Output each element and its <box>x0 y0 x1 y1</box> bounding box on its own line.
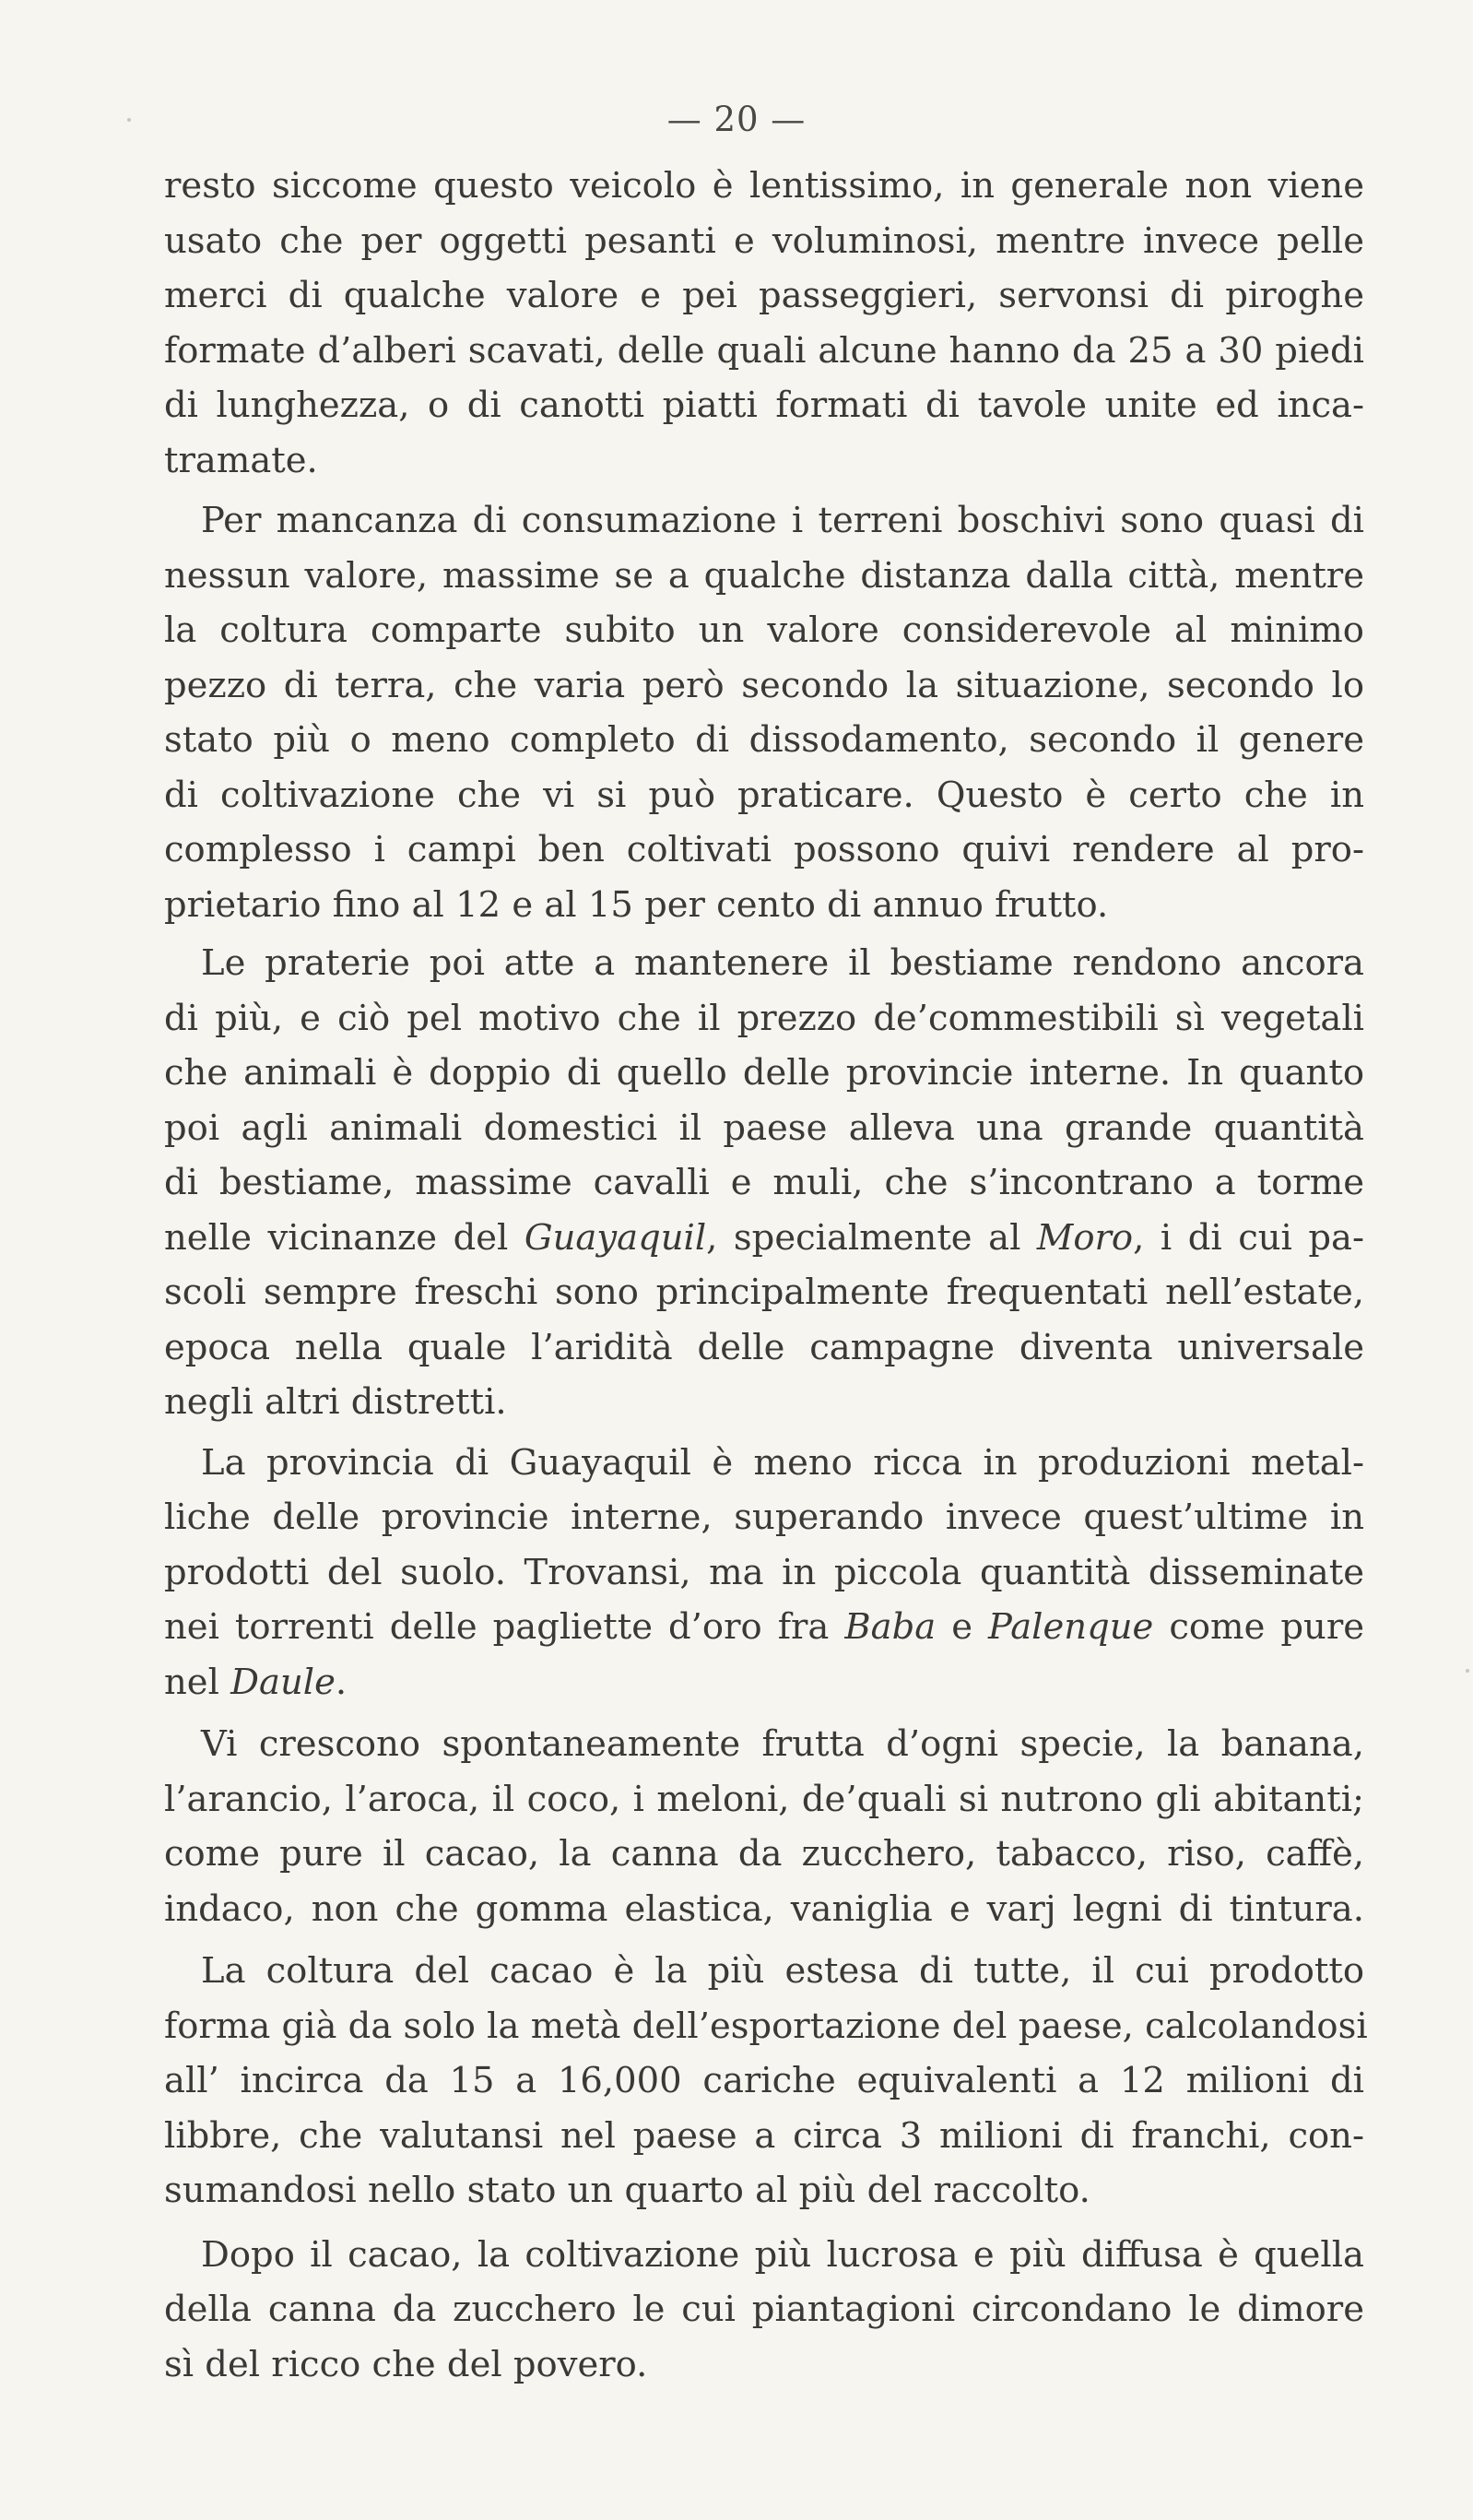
text-line: stato più o meno completo di dissodamento, secondo il genere <box>164 719 1364 761</box>
place-name-italic: Palenque <box>988 1606 1154 1648</box>
text-line: la coltura comparte subito un valore considerevole al minimo <box>164 609 1364 651</box>
text-line: complesso i campi ben coltivati possono quivi rendere al pro- <box>164 829 1364 870</box>
text-line-with-italics <box>164 1211 1364 1266</box>
text-line: tramate. <box>164 439 318 481</box>
text-line-with-italics <box>164 1600 1364 1655</box>
text-line: forma già da solo la metà dell’esportazione del paese, calcolandosi <box>164 2005 1368 2047</box>
text-line: La provincia di Guayaquil è meno ricca in produzioni metal- <box>201 1441 1364 1484</box>
text-line-with-italics <box>164 1655 1364 1710</box>
text-line: di lunghezza, o di canotti piatti formati di tavole unite ed inca- <box>164 385 1364 426</box>
text-run: nelle vicinanze del <box>164 1216 524 1259</box>
text-line: sì del ricco che del povero. <box>164 2343 648 2385</box>
text-run: e <box>936 1606 989 1648</box>
text-line: pezzo di terra, che varia però secondo la situazione, secondo lo <box>164 664 1364 706</box>
text-line: di bestiame, massime cavalli e muli, che s’incontrano a torme <box>164 1162 1364 1203</box>
text-line: come pure il cacao, la canna da zucchero, tabacco, riso, caffè, <box>164 1833 1364 1875</box>
text-line: prodotti del suolo. Trovansi, ma in piccola quantità disseminate <box>164 1551 1364 1593</box>
text-line: epoca nella quale l’aridità delle campagne diventa universale <box>164 1326 1364 1368</box>
page-number: — 20 — <box>666 100 807 139</box>
text-line: all’ incirca da 15 a 16,000 cariche equivalenti a 12 milioni di <box>164 2060 1364 2101</box>
place-name-italic: Baba <box>844 1606 937 1648</box>
text-run: , specialmente al <box>706 1216 1037 1259</box>
text-line: liche delle provincie interne, superando invece quest’ultime in <box>164 1497 1364 1538</box>
paper-speck <box>1466 1669 1469 1673</box>
text-line: merci di qualche valore e pei passeggieri, servonsi di piroghe <box>164 275 1364 316</box>
paragraph-4 <box>164 1436 1364 1710</box>
text-line: scoli sempre freschi sono principalmente frequentati nell’estate, <box>164 1272 1364 1313</box>
paragraph-7 <box>164 2228 1364 2393</box>
text-line: l’arancio, l’aroca, il coco, i meloni, de’quali si nutrono gli abitanti; <box>164 1778 1364 1820</box>
text-line: prietario fino al 12 e al 15 per cento di annuo frutto. <box>164 883 1109 926</box>
text-line: di più, e ciò pel motivo che il prezzo de’commestibili sì vegetali <box>164 997 1364 1039</box>
text-line: sumandosi nello stato un quarto al più del raccolto. <box>164 2170 1090 2211</box>
text-line: Dopo il cacao, la coltivazione più lucrosa e più diffusa è quella <box>201 2233 1364 2276</box>
text-line: formate d’alberi scavati, delle quali alcune hanno da 25 a 30 piedi <box>164 329 1364 372</box>
text-line: indaco, non che gomma elastica, vaniglia e varj legni di tintura. <box>164 1887 1364 1930</box>
text-run: , i di cui pa- <box>1133 1216 1365 1259</box>
place-name-italic: Daule <box>230 1661 336 1703</box>
place-name-italic: Moro <box>1036 1216 1134 1259</box>
place-name-italic: Guayaquil <box>524 1216 707 1259</box>
text-line: resto siccome questo veicolo è lentissimo, in generale non viene <box>164 165 1364 207</box>
text-line: della canna da zucchero le cui piantagioni circondano le dimore <box>164 2289 1364 2330</box>
text-line: nessun valore, massime se a qualche distanza dalla città, mentre <box>164 554 1364 597</box>
text-run: nei torrenti delle pagliette d’oro fra <box>164 1606 845 1648</box>
text-line: La coltura del cacao è la più estesa di tutte, il cui prodotto <box>201 1950 1364 1992</box>
text-line: Le praterie poi atte a mantenere il bestiame rendono ancora <box>201 942 1364 984</box>
text-run: nel <box>164 1661 231 1703</box>
text-line: negli altri distretti. <box>164 1381 507 1423</box>
text-line: Per mancanza di consumazione i terreni boschivi sono quasi di <box>201 500 1364 541</box>
paragraph-6 <box>164 1944 1368 2218</box>
text-line: libbre, che valutansi nel paese a circa 3 milioni di franchi, con- <box>164 2114 1364 2157</box>
text-line: poi agli animali domestici il paese alleva una grande quantità <box>164 1106 1364 1149</box>
text-line: che animali è doppio di quello delle provincie interne. In quanto <box>164 1052 1364 1094</box>
text-line: usato che per oggetti pesanti e voluminosi, mentre invece pelle <box>164 219 1364 262</box>
paragraph-5 <box>164 1717 1364 1936</box>
paragraph-1 <box>164 159 1364 488</box>
text-line: Vi crescono spontaneamente frutta d’ogni specie, la banana, <box>201 1723 1364 1765</box>
text-run: . <box>335 1661 348 1703</box>
text-run: come pure <box>1153 1606 1365 1648</box>
paragraph-2 <box>164 493 1364 932</box>
body-text <box>164 159 1368 2392</box>
paragraph-3 <box>164 936 1364 1430</box>
text-line: di coltivazione che vi si può praticare. Questo è certo che in <box>164 774 1364 816</box>
